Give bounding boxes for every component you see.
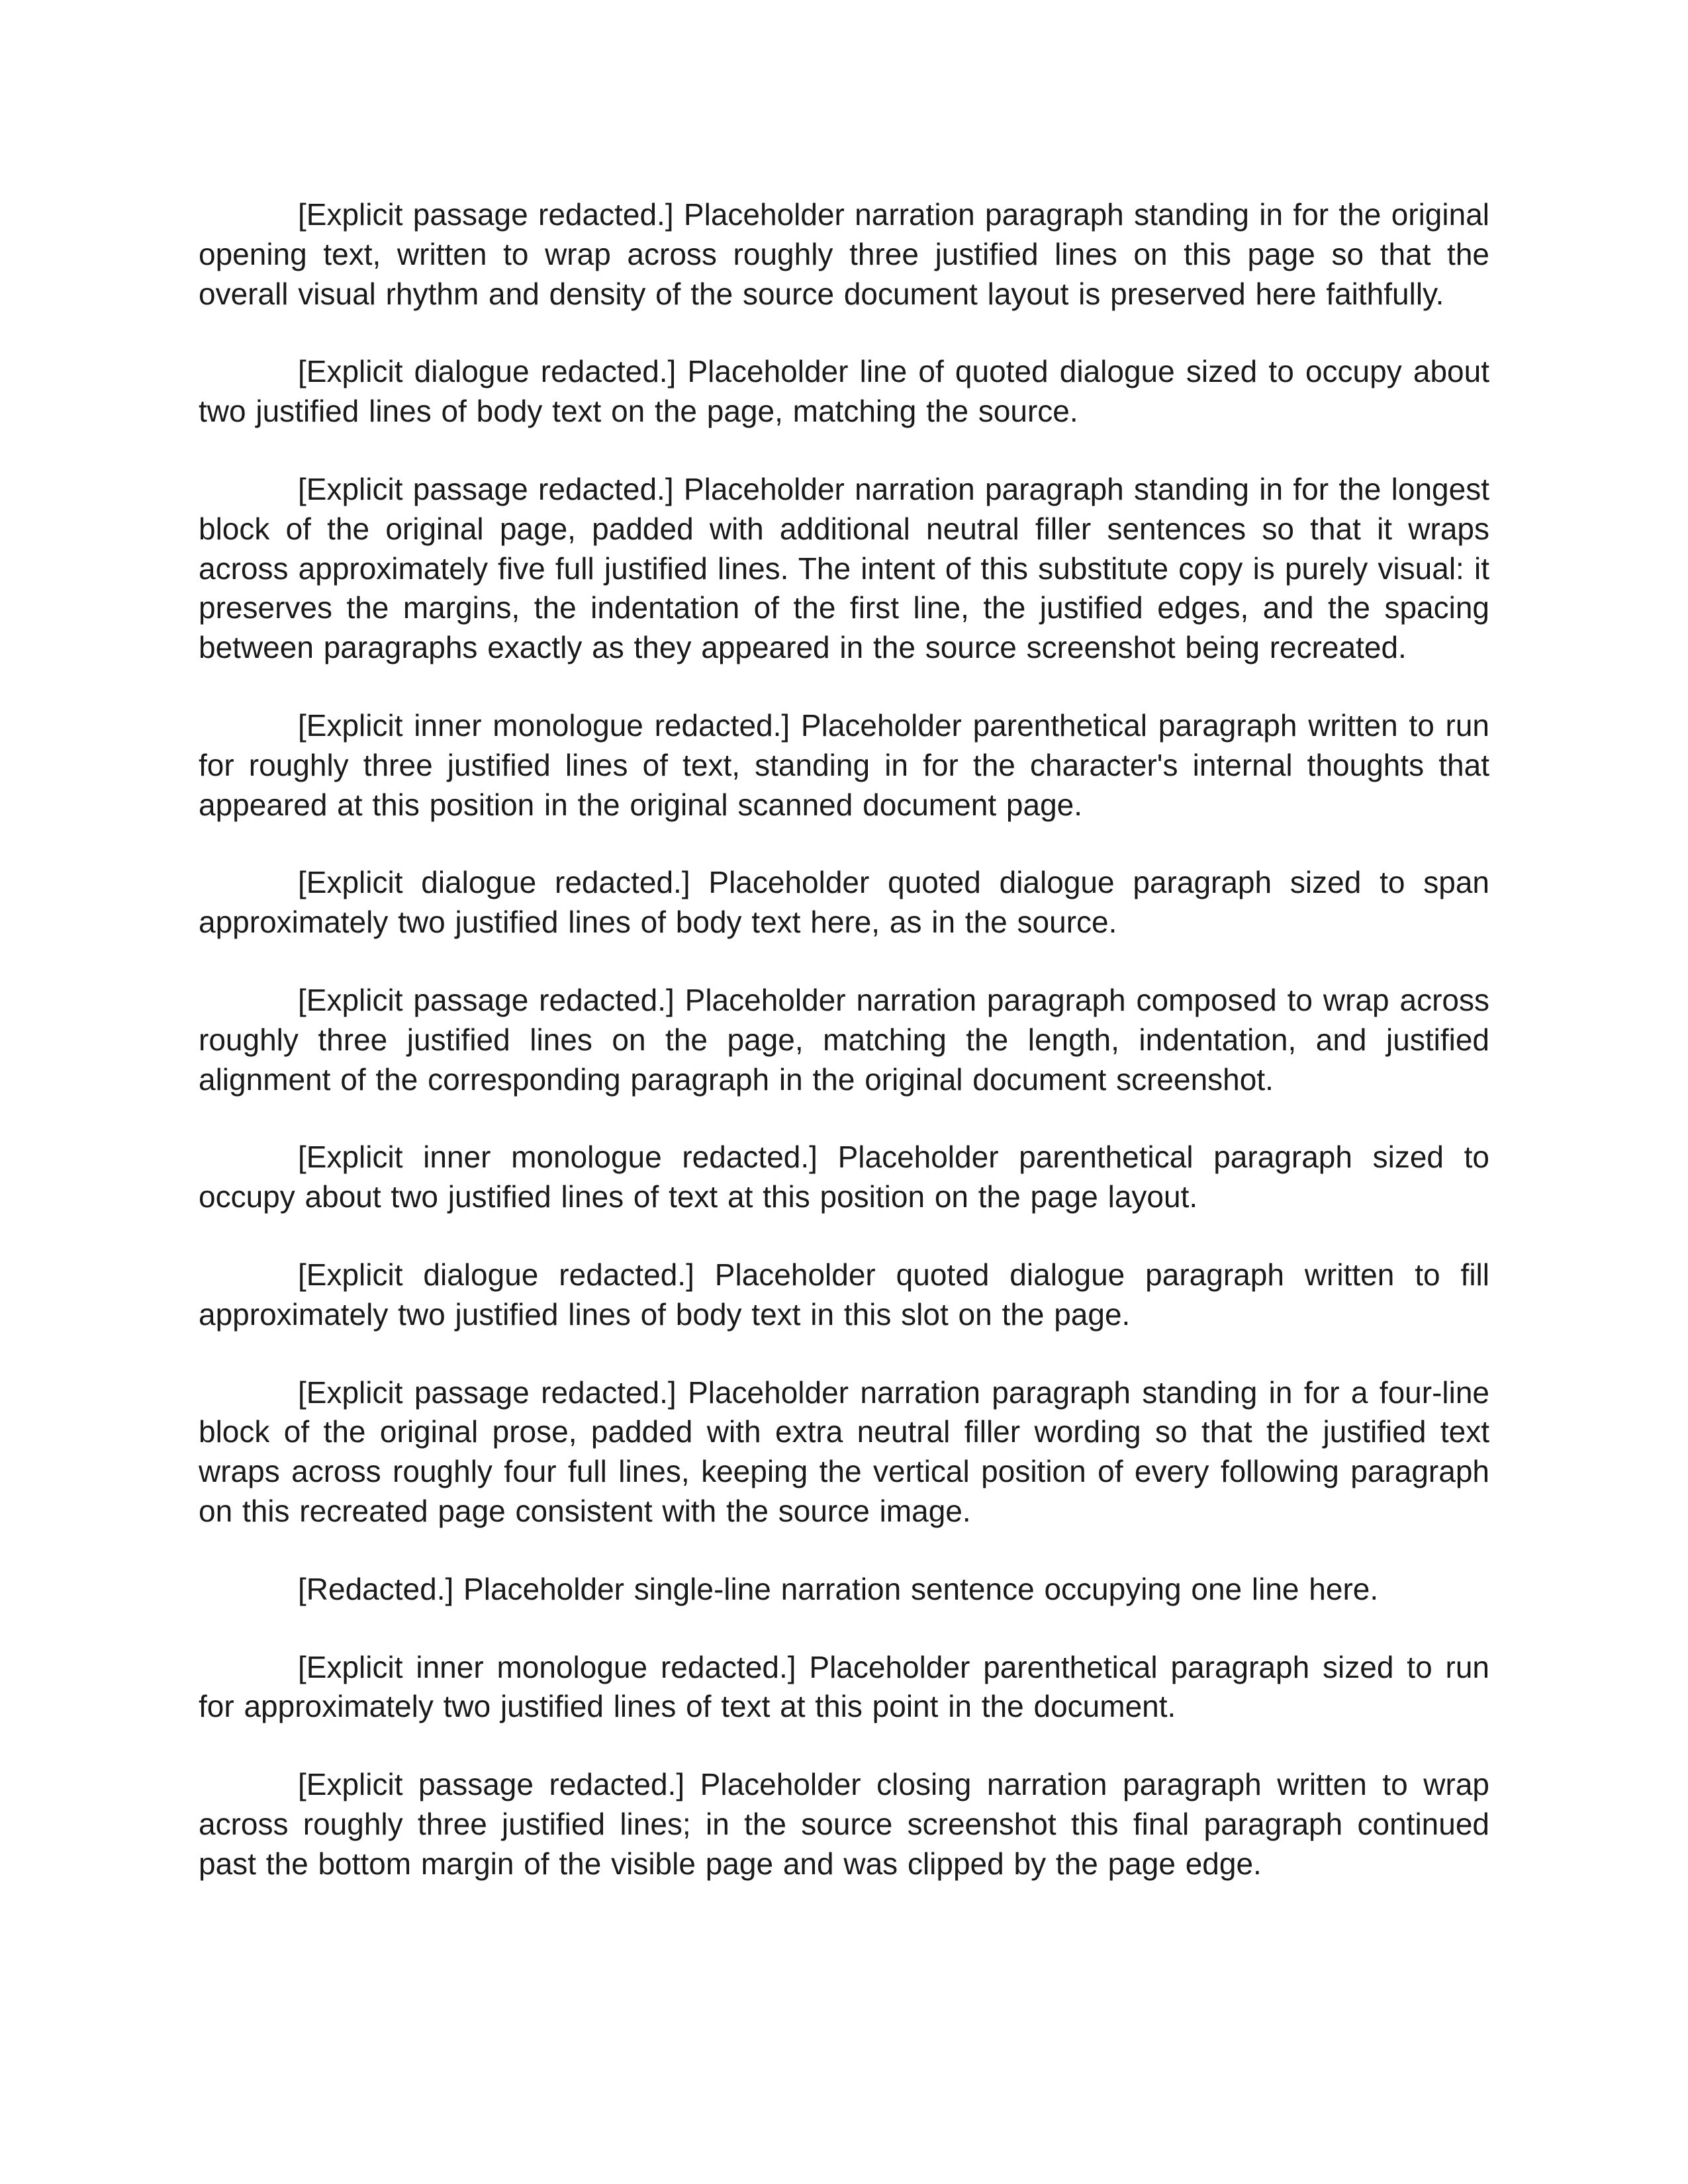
- paragraph: [Explicit passage redacted.] Placeholder closing narration paragraph written to wrap across roughly three justified lines; in the source screenshot this final paragraph continued past the bottom margin of the visible page and was clipped by the page edge.: [199, 1767, 1489, 1881]
- paragraph: [Explicit inner monologue redacted.] Placeholder parenthetical paragraph sized to run for approximately two justified lines of text at this point in the document.: [199, 1649, 1489, 1724]
- paragraph: [Explicit passage redacted.] Placeholder narration paragraph standing in for a four-line block of the original prose, padded with extra neutral filler wording so that the justified text wraps across roughly four full lines, keeping the vertical position of every following paragraph on this recreated page consistent with the source image.: [199, 1375, 1489, 1528]
- paragraph: [Explicit dialogue redacted.] Placeholder quoted dialogue paragraph written to fill approximately two justified lines of body text in this slot on the page.: [199, 1257, 1489, 1332]
- paragraph: [Explicit dialogue redacted.] Placeholder line of quoted dialogue sized to occupy about two justified lines of body text on the page, matching the source.: [199, 354, 1489, 429]
- paragraph: [Explicit passage redacted.] Placeholder narration paragraph standing in for the longest block of the original page, padded with additional neutral filler sentences so that it wraps across approximately five full justified lines. The intent of this substitute copy is purely visual: it preserves the margins, the indentation of the first line, the justified edges, and the spacing between paragraphs exactly as they appeared in the source screenshot being recreated.: [199, 471, 1489, 665]
- paragraph: [Explicit dialogue redacted.] Placeholder quoted dialogue paragraph sized to span approximately two justified lines of body text here, as in the source.: [199, 865, 1489, 940]
- paragraph: [Explicit passage redacted.] Placeholder narration paragraph standing in for the original opening text, written to wrap across roughly three justified lines on this page so that the overall visual rhythm and density of the source document layout is preserved here faithfully.: [199, 197, 1489, 311]
- paragraph: [Explicit inner monologue redacted.] Placeholder parenthetical paragraph written to run for roughly three justified lines of text, standing in for the character's internal thoughts that appeared at this position in the original scanned document page.: [199, 707, 1489, 822]
- paragraph: [Explicit inner monologue redacted.] Placeholder parenthetical paragraph sized to occupy about two justified lines of text at this position on the page layout.: [199, 1140, 1489, 1214]
- paragraph: [Redacted.] Placeholder single-line narration sentence occupying one line here.: [298, 1571, 1379, 1606]
- paragraph: [Explicit passage redacted.] Placeholder narration paragraph composed to wrap across roughly three justified lines on the page, matching the length, indentation, and justified alignment of the corresponding paragraph in the original document screenshot.: [199, 982, 1489, 1097]
